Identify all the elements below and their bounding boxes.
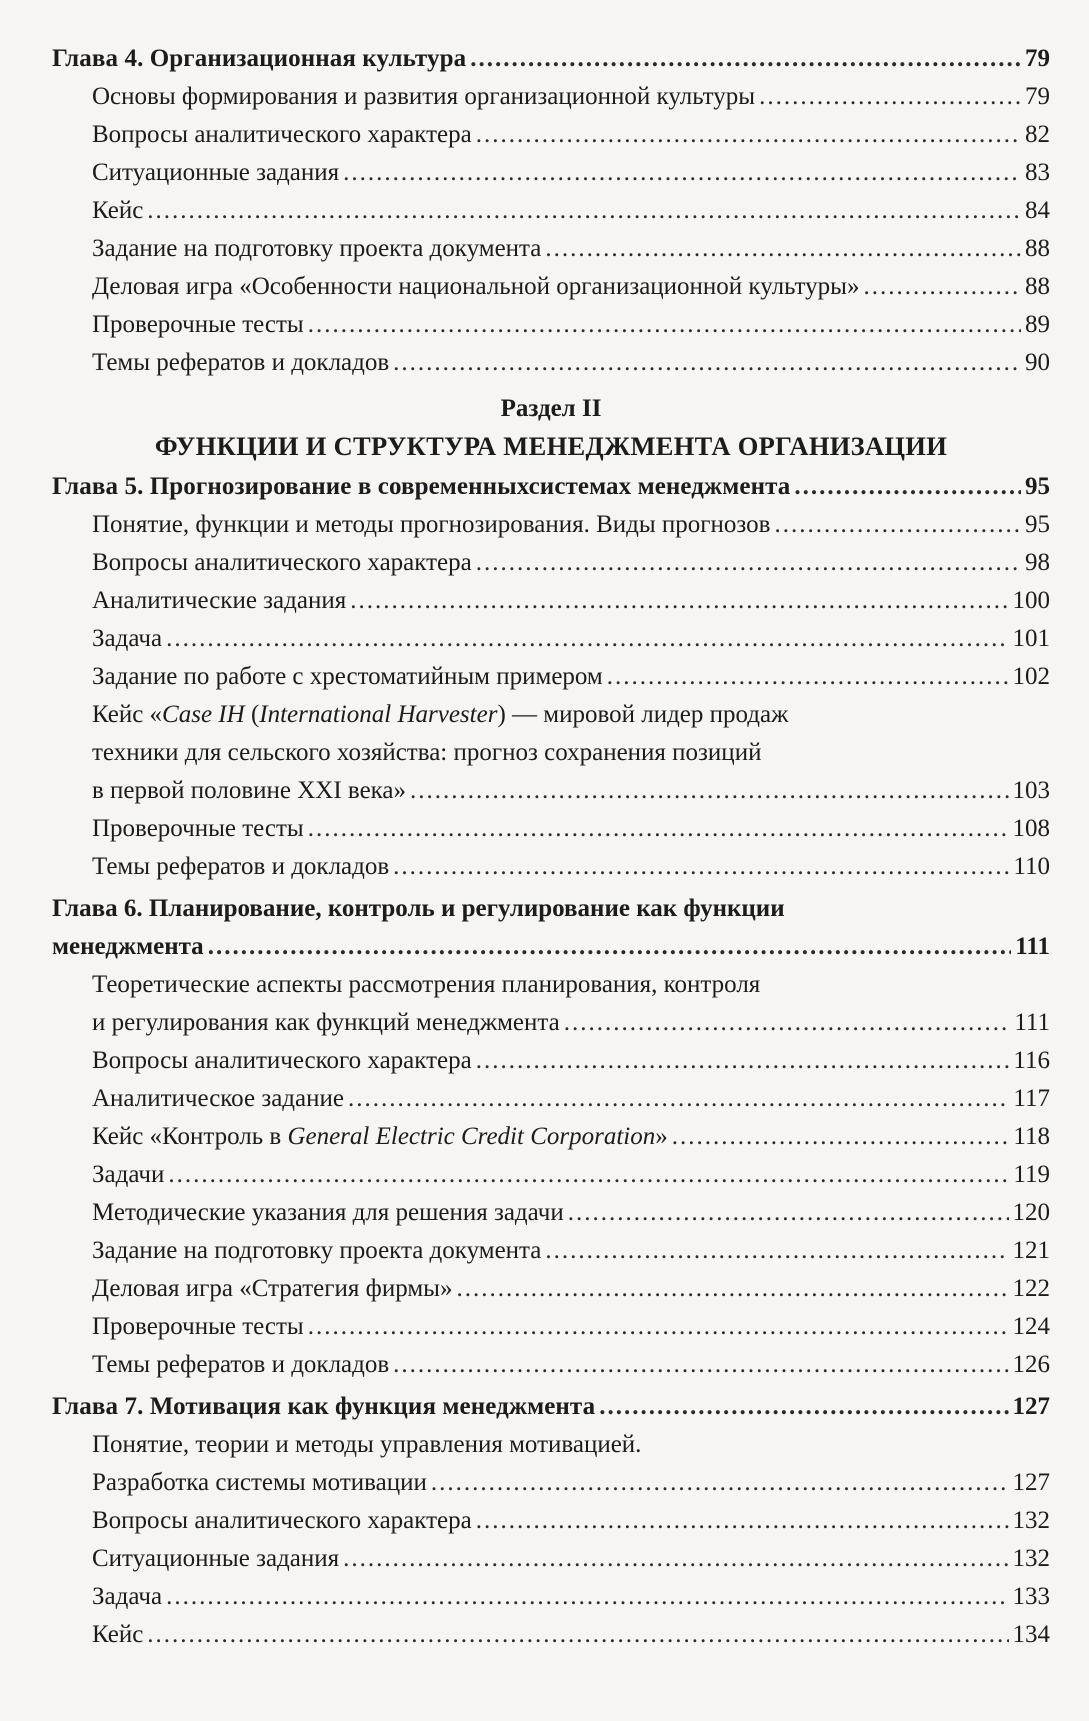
entry-line: техники для сельского хозяйства: прогноз сохранения позиций (92, 739, 762, 766)
entry-line (92, 1004, 1050, 1042)
toc-entry[interactable] (52, 1616, 1050, 1654)
page-number: 134 (1012, 1621, 1050, 1648)
entry-label (92, 1118, 668, 1156)
dot-leader (759, 78, 1021, 116)
page-number: 120 (1012, 1199, 1050, 1226)
entry-label: Темы рефератов и докладов (92, 853, 390, 880)
entry-label: Разработка системы мотивации (92, 1469, 427, 1496)
entry-label: Темы рефератов и докладов (92, 1351, 390, 1378)
chapter-title-line (52, 928, 1050, 966)
entry-label: Вопросы аналитического характера (92, 549, 472, 576)
toc-entry[interactable] (52, 154, 1050, 192)
page-number: 100 (1012, 587, 1050, 614)
page-number: 110 (1013, 853, 1050, 880)
toc-entry[interactable] (52, 1540, 1050, 1578)
entry-label: Деловая игра «Особенности национальной организационной культуры» (92, 273, 860, 300)
toc-entry[interactable] (52, 1308, 1050, 1346)
chapter-title: Глава 4. Организационная культура (52, 45, 467, 72)
page-number: 89 (1025, 311, 1050, 338)
dot-leader (568, 1194, 1009, 1232)
dot-leader (348, 1080, 1009, 1118)
dot-leader (308, 1308, 1009, 1346)
page-number: 103 (1012, 777, 1050, 804)
entry-label: Задание на подготовку проекта документа (92, 1237, 542, 1264)
toc-entry[interactable] (52, 1502, 1050, 1540)
entry-label: Задачи (92, 1161, 165, 1188)
page-number: 90 (1025, 349, 1050, 376)
dot-leader (393, 344, 1021, 382)
page-number: 98 (1025, 549, 1050, 576)
entry-label: Аналитические задания (92, 587, 347, 614)
toc-entry[interactable] (52, 506, 1050, 544)
entry-label: Темы рефератов и докладов (92, 349, 390, 376)
chapter-title: Глава 5. Прогнозирование в современныхсистемах менеджмента (52, 473, 791, 500)
entry-label: Понятие, функции и методы прогнозирования. Виды прогнозов (92, 511, 771, 538)
entry-label: Понятие, теории и методы управления мотивацией. (92, 1431, 642, 1458)
entry-label: Кейс (92, 197, 144, 224)
toc-chapter-4[interactable] (52, 40, 1050, 78)
toc-entry-case-ge[interactable] (52, 1118, 1050, 1156)
entry-line (92, 772, 1050, 810)
dot-leader (599, 1388, 1008, 1426)
toc-entry[interactable] (52, 1346, 1050, 1384)
entry-label: Проверочные тесты (92, 815, 304, 842)
page-number: 82 (1025, 121, 1050, 148)
entry-label: Вопросы аналитического характера (92, 1507, 472, 1534)
toc-entry-theory[interactable] (52, 966, 1050, 1042)
toc-entry[interactable] (52, 306, 1050, 344)
page-number: 119 (1013, 1161, 1050, 1188)
entry-text-italic: International Harvester (259, 701, 498, 728)
page-number: 88 (1025, 273, 1050, 300)
page-number: 132 (1012, 1545, 1050, 1572)
entry-line: Теоретические аспекты рассмотрения планирования, контроля (92, 971, 761, 998)
entry-label: Вопросы аналитического характера (92, 121, 472, 148)
dot-leader (476, 544, 1021, 582)
page-number: 126 (1012, 1351, 1050, 1378)
dot-leader (476, 1502, 1009, 1540)
entry-label: Деловая игра «Стратегия фирмы» (92, 1275, 453, 1302)
dot-leader (166, 620, 1008, 658)
dot-leader (476, 1042, 1010, 1080)
page-number: 102 (1012, 663, 1050, 690)
dot-leader (308, 810, 1009, 848)
dot-leader (545, 230, 1021, 268)
entry-label: Задание на подготовку проекта документа (92, 235, 542, 262)
chapter-4-items (52, 78, 1050, 382)
page-number: 121 (1012, 1237, 1050, 1264)
dot-leader (774, 506, 1021, 544)
entry-text: » (655, 1123, 668, 1150)
dot-leader (607, 658, 1009, 696)
entry-text-italic: Case IH (162, 701, 245, 728)
chapter-title-line: Глава 6. Планирование, контроль и регулирование как функции (52, 895, 785, 922)
toc-entry[interactable] (52, 810, 1050, 848)
page-number: 95 (1025, 511, 1050, 538)
dot-leader (863, 268, 1021, 306)
toc-chapter-6[interactable] (52, 890, 1050, 966)
dot-leader (431, 1464, 1009, 1502)
dot-leader (168, 1156, 1009, 1194)
dot-leader (456, 1270, 1008, 1308)
toc-entry[interactable] (52, 1156, 1050, 1194)
toc-entry[interactable] (52, 268, 1050, 306)
toc-entry[interactable] (52, 1232, 1050, 1270)
chapter-title: менеджмента (52, 933, 204, 960)
entry-text: и регулирования как функций менеджмента (92, 1009, 560, 1036)
dot-leader (350, 582, 1008, 620)
page-number: 95 (1025, 473, 1050, 500)
toc-entry[interactable] (52, 1578, 1050, 1616)
page-number: 83 (1025, 159, 1050, 186)
toc-entry[interactable] (52, 1042, 1050, 1080)
dot-leader (147, 192, 1021, 230)
toc-entry[interactable] (52, 544, 1050, 582)
toc-entry[interactable] (52, 1080, 1050, 1118)
toc-entry[interactable] (52, 658, 1050, 696)
dot-leader (470, 40, 1021, 78)
toc-entry[interactable] (52, 1270, 1050, 1308)
page-number: 101 (1012, 625, 1050, 652)
page-number: 84 (1025, 197, 1050, 224)
entry-text: Кейс «Контроль в (92, 1123, 288, 1150)
page-number: 133 (1012, 1583, 1050, 1610)
dot-leader (672, 1118, 1010, 1156)
entry-label: Задача (92, 625, 163, 652)
page-number: 111 (1015, 933, 1050, 960)
entry-text: Кейс « (92, 701, 163, 728)
section-title: ФУНКЦИИ И СТРУКТУРА МЕНЕДЖМЕНТА ОРГАНИЗАЦИИ (154, 431, 948, 461)
toc-entry-case-ih[interactable] (52, 696, 1050, 810)
page-number: 111 (1014, 1009, 1050, 1036)
entry-text: ) — мировой лидер продаж (497, 701, 789, 728)
toc-entry[interactable] (52, 848, 1050, 886)
chapter-title: Глава 7. Мотивация как функция менеджмента (52, 1393, 596, 1420)
toc-entry-intro[interactable] (52, 1426, 1050, 1464)
entry-text: в первой половине XXI века» (92, 777, 407, 804)
dot-leader (343, 1540, 1008, 1578)
toc-entry[interactable] (52, 1464, 1050, 1502)
entry-line (92, 696, 1050, 734)
dot-leader (166, 1578, 1008, 1616)
page-number: 118 (1013, 1123, 1050, 1150)
toc-entry[interactable] (52, 230, 1050, 268)
page-number: 108 (1012, 815, 1050, 842)
toc-entry[interactable] (52, 116, 1050, 154)
page-number: 79 (1025, 83, 1050, 110)
entry-text-italic: General Electric Credit Corporation (287, 1123, 656, 1150)
entry-label: Задание по работе с хрестоматийным примером (92, 663, 603, 690)
page-number: 88 (1025, 235, 1050, 262)
dot-leader (410, 772, 1008, 810)
dot-leader (794, 468, 1021, 506)
table-of-contents (52, 40, 1050, 1654)
entry-label: Ситуационные задания (92, 1545, 340, 1572)
dot-leader (343, 154, 1021, 192)
entry-label: Вопросы аналитического характера (92, 1047, 472, 1074)
dot-leader (308, 306, 1021, 344)
entry-label: Ситуационные задания (92, 159, 340, 186)
entry-label: Кейс (92, 1621, 144, 1648)
toc-entry[interactable] (52, 344, 1050, 382)
entry-label: Основы формирования и развития организационной культуры (92, 83, 756, 110)
page-number: 116 (1013, 1047, 1050, 1074)
dot-leader (564, 1004, 1011, 1042)
dot-leader (545, 1232, 1008, 1270)
toc-chapter-5[interactable] (52, 468, 1050, 506)
toc-chapter-7[interactable] (52, 1388, 1050, 1426)
page-number: 122 (1012, 1275, 1050, 1302)
toc-entry[interactable] (52, 1194, 1050, 1232)
page-number: 127 (1012, 1393, 1050, 1420)
entry-label: Аналитическое задание (92, 1085, 344, 1112)
toc-entry[interactable] (52, 620, 1050, 658)
page-number: 127 (1012, 1469, 1050, 1496)
entry-text: ( (244, 701, 260, 728)
dot-leader (393, 1346, 1008, 1384)
page-number: 124 (1012, 1313, 1050, 1340)
dot-leader (147, 1616, 1008, 1654)
entry-label: Проверочные тесты (92, 311, 304, 338)
section-heading: Раздел II (500, 395, 602, 422)
dot-leader (208, 928, 1012, 966)
page-number: 132 (1012, 1507, 1050, 1534)
entry-label: Задача (92, 1583, 163, 1610)
dot-leader (476, 116, 1021, 154)
toc-entry[interactable] (52, 192, 1050, 230)
dot-leader (393, 848, 1009, 886)
entry-label: Методические указания для решения задачи (92, 1199, 564, 1226)
toc-entry[interactable] (52, 582, 1050, 620)
entry-label: Проверочные тесты (92, 1313, 304, 1340)
page-number: 79 (1025, 45, 1050, 72)
page-number: 117 (1013, 1085, 1050, 1112)
toc-entry[interactable] (52, 78, 1050, 116)
